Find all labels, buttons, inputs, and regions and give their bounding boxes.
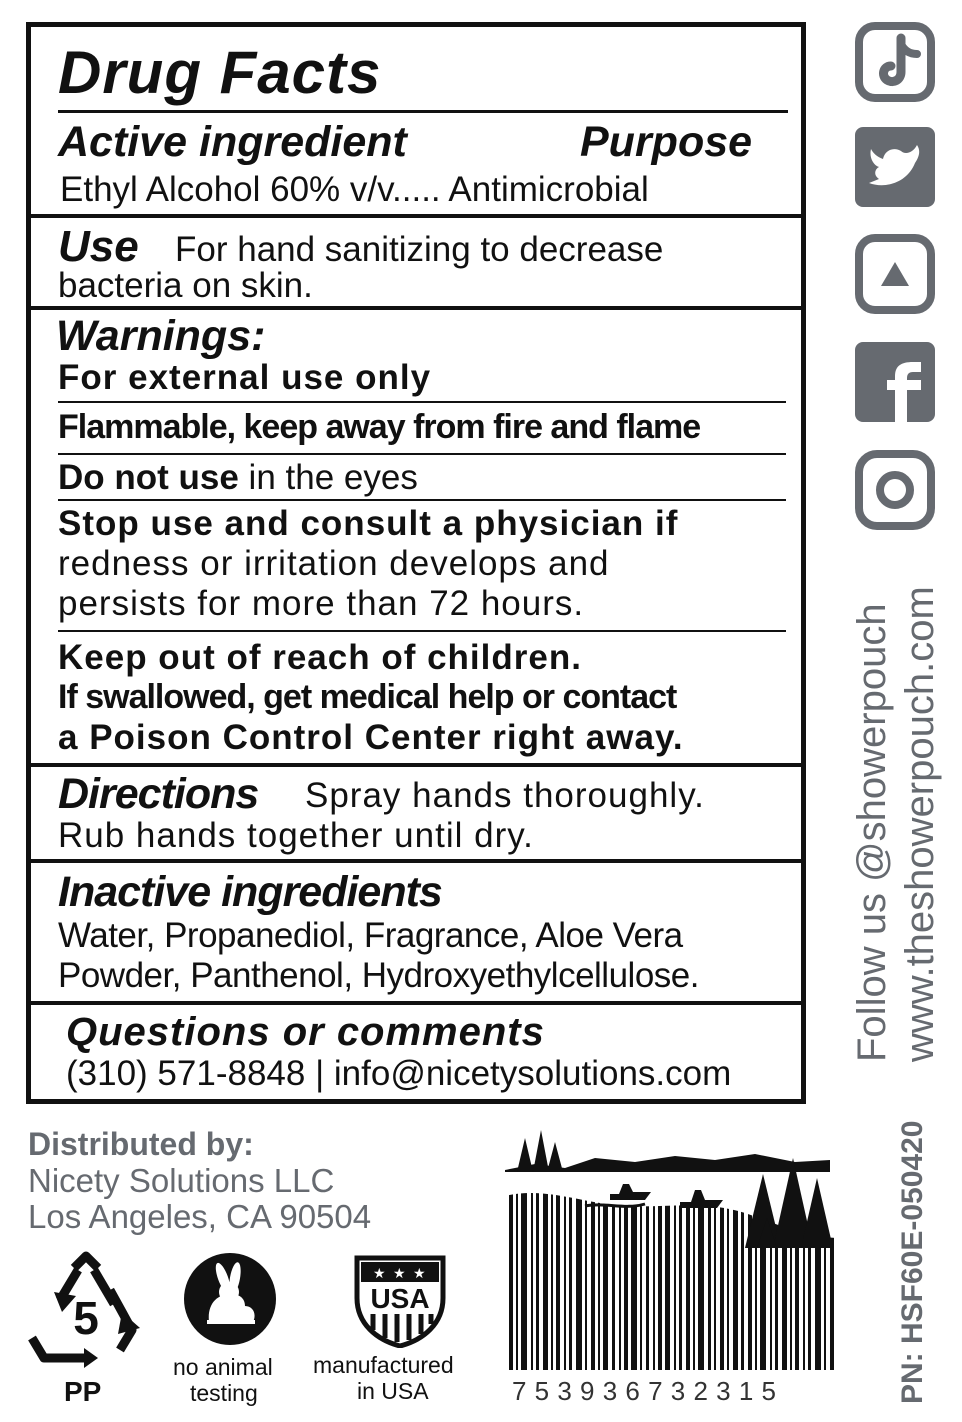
- do-not-use-label: Do not use: [58, 458, 239, 497]
- barcode-bar: [556, 1188, 560, 1370]
- barcode-bar: [646, 1188, 649, 1370]
- questions-contact: (310) 571-8848 | info@nicetysolutions.com: [66, 1054, 732, 1093]
- warning-flammable: Flammable, keep away from fire and flame: [58, 408, 701, 446]
- recycle-code: PP: [64, 1376, 102, 1407]
- barcode-bar: [569, 1188, 572, 1370]
- divider: [31, 763, 801, 767]
- directions-line-1: Spray hands thoroughly.: [305, 776, 705, 815]
- divider: [58, 453, 786, 455]
- barcode-bar: [693, 1188, 695, 1370]
- if-swallowed-line-2: a Poison Control Center right away.: [58, 718, 684, 757]
- barcode-bar: [665, 1188, 670, 1370]
- barcode-bar: [720, 1188, 724, 1370]
- barcode-bar: [531, 1188, 533, 1370]
- tiktok-icon[interactable]: [855, 22, 935, 102]
- barcode: [505, 1128, 840, 1373]
- barcode-bar: [653, 1188, 655, 1370]
- facebook-icon[interactable]: [855, 342, 935, 422]
- barcode-bar: [598, 1188, 600, 1370]
- barcode-bar: [708, 1188, 711, 1370]
- recycle-number: 5: [73, 1292, 99, 1344]
- divider: [58, 110, 788, 113]
- manufactured-line-1: manufactured: [313, 1352, 454, 1378]
- divider: [31, 859, 801, 863]
- manufactured-line-2: in USA: [357, 1378, 429, 1404]
- website-text: www.theshowerpouch.com: [898, 586, 942, 1062]
- use-heading: Use: [58, 222, 139, 271]
- barcode-bar: [658, 1188, 662, 1370]
- rabbit-icon: [183, 1252, 277, 1346]
- youtube-icon[interactable]: [855, 234, 935, 314]
- barcode-bar: [591, 1188, 595, 1370]
- use-line-1: For hand sanitizing to decrease: [175, 230, 664, 269]
- usa-shield-icon: [353, 1254, 447, 1348]
- divider: [31, 1001, 801, 1005]
- warning-external-use: For external use only: [58, 358, 432, 397]
- barcode-bar: [564, 1188, 566, 1370]
- barcode-bar: [698, 1188, 704, 1370]
- barcode-digits: 7 5 3 9 3 6 7 3 2 3 1 5: [512, 1376, 777, 1406]
- barcode-bar: [543, 1188, 548, 1370]
- divider: [58, 499, 786, 501]
- warning-stop-use: Stop use and consult a physician if: [58, 504, 679, 543]
- divider: [58, 401, 786, 403]
- svg-text:★: ★: [373, 1266, 386, 1282]
- questions-heading: Questions or comments: [66, 1010, 545, 1054]
- barcode-bar: [509, 1188, 513, 1370]
- barcode-bar: [516, 1188, 518, 1370]
- warning-do-not-use: [58, 458, 418, 498]
- barcode-bar: [603, 1188, 608, 1370]
- barcode-bar: [585, 1188, 587, 1370]
- active-ingredient-line: Ethyl Alcohol 60% v/v..... Antimicrobial: [60, 170, 649, 209]
- no-animal-line-2: testing: [190, 1380, 258, 1406]
- barcode-bar: [727, 1188, 729, 1370]
- divider: [31, 214, 801, 218]
- if-swallowed-line-1: If swallowed, get medical help or contact: [58, 678, 677, 716]
- barcode-bar: [741, 1188, 744, 1370]
- divider: [58, 630, 786, 632]
- distributed-by-heading: Distributed by:: [28, 1126, 254, 1162]
- barcode-bar: [674, 1188, 676, 1370]
- svg-text:★: ★: [393, 1266, 406, 1282]
- keep-out-of-reach: Keep out of reach of children.: [58, 638, 582, 677]
- usa-shield-text: USA: [370, 1283, 430, 1314]
- recycle-icon: [24, 1250, 148, 1368]
- part-number: PN: HSF60E-050420: [896, 1120, 929, 1404]
- use-line-2: bacteria on skin.: [58, 266, 313, 305]
- divider: [31, 306, 801, 310]
- distributor-city: Los Angeles, CA 90504: [28, 1198, 372, 1235]
- distributor-name: Nicety Solutions LLC: [28, 1162, 335, 1199]
- warning-stop-line-2: redness or irritation develops and: [58, 544, 610, 583]
- barcode-bar: [551, 1188, 553, 1370]
- purpose-heading: Purpose: [580, 118, 753, 166]
- barcode-bar: [612, 1188, 615, 1370]
- follow-us-text: Follow us @showerpouch: [850, 603, 894, 1062]
- barcode-bar: [679, 1188, 682, 1370]
- directions-heading: Directions: [58, 770, 259, 818]
- barcode-bar: [624, 1188, 628, 1370]
- warning-stop-line-3: persists for more than 72 hours.: [58, 584, 585, 623]
- directions-line-2: Rub hands together until dry.: [58, 816, 534, 855]
- barcode-bar: [521, 1188, 527, 1370]
- active-ingredient-heading: Active ingredient: [58, 118, 407, 166]
- svg-text:★: ★: [413, 1266, 426, 1282]
- barcode-bar: [640, 1188, 642, 1370]
- warnings-heading: Warnings:: [56, 312, 266, 360]
- inactive-line-2: Powder, Panthenol, Hydroxyethylcellulose.: [58, 956, 699, 995]
- no-animal-line-1: no animal: [173, 1354, 273, 1380]
- barcode-bar: [686, 1188, 690, 1370]
- inactive-line-1: Water, Propanediol, Fragrance, Aloe Vera: [58, 916, 683, 955]
- inactive-ingredients-heading: Inactive ingredients: [58, 868, 442, 916]
- barcode-bar: [576, 1188, 582, 1370]
- barcode-bar: [733, 1188, 738, 1370]
- barcode-bar: [631, 1188, 637, 1370]
- barcode-bar: [536, 1188, 539, 1370]
- barcode-bar: [748, 1188, 752, 1370]
- instagram-icon[interactable]: [855, 450, 935, 530]
- twitter-icon[interactable]: [855, 127, 935, 207]
- drug-facts-title: Drug Facts: [58, 39, 382, 106]
- barcode-bar: [714, 1188, 716, 1370]
- barcode-bar: [619, 1188, 621, 1370]
- do-not-use-text: in the eyes: [238, 458, 418, 497]
